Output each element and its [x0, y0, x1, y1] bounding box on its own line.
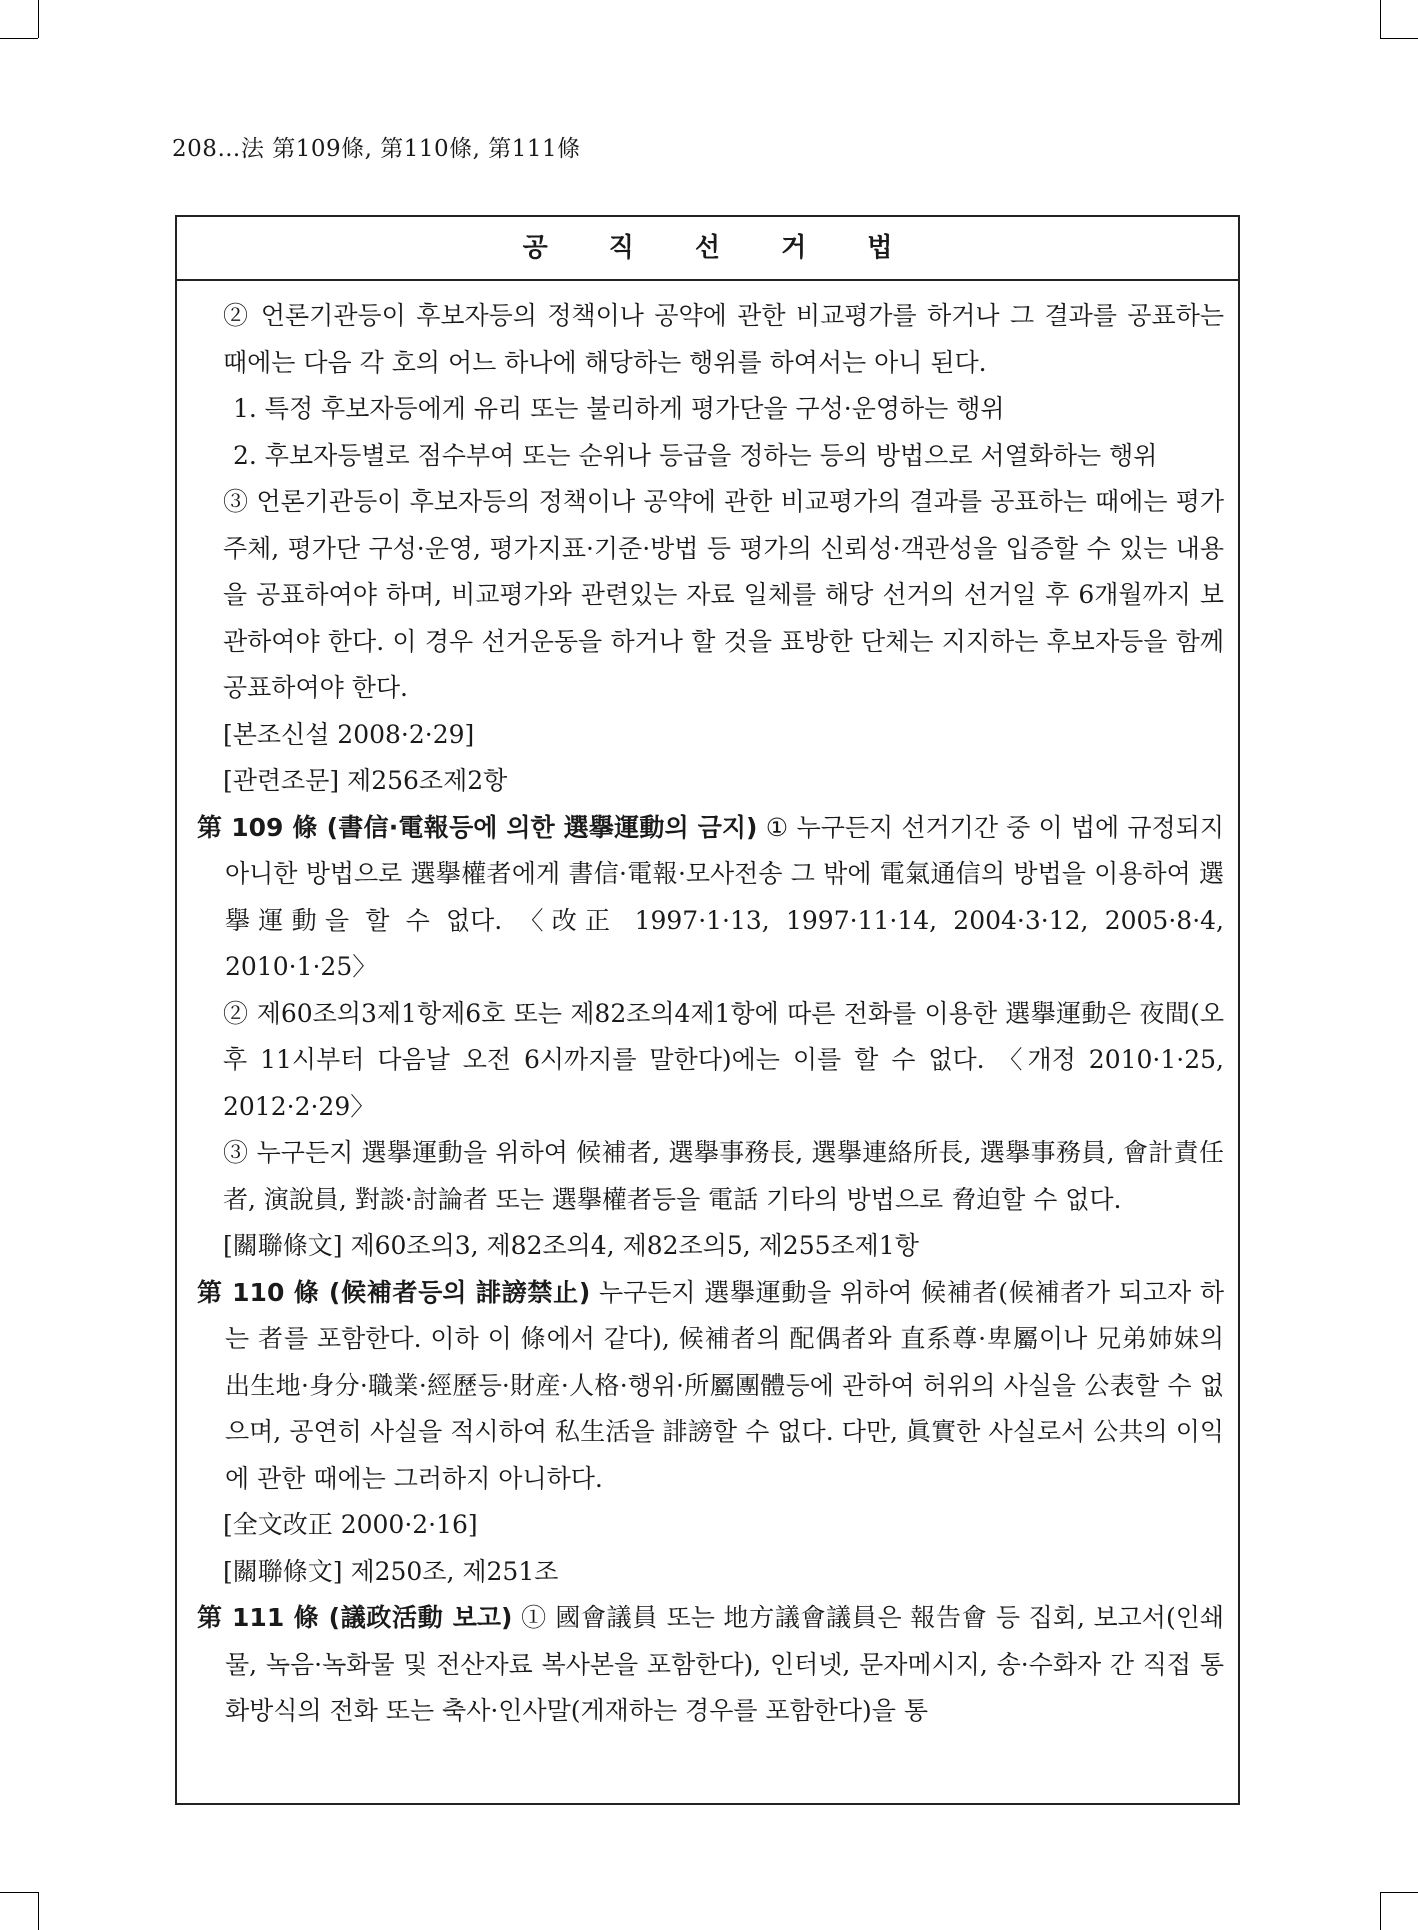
article-108-related-articles: [관련조문] 제256조제2항 — [223, 766, 508, 795]
crop-mark — [38, 0, 39, 38]
article-109-paragraph-3: ③ 누구든지 選擧運動을 위하여 候補者, 選擧事務長, 選擧連絡所長, 選擧事務員, 會計責任者, 演說員, 對談·討論者 또는 選擧權者등을 電話 기타의 방법으로 脅迫할 수 없다. — [223, 1138, 1224, 1214]
article-108-paragraph-3: ③ 언론기관등이 후보자등의 정책이나 공약에 관한 비교평가의 결과를 공표하는 때에는 평가주체, 평가단 구성·운영, 평가지표·기준·방법 등 평가의 신뢰성·객관성을 입증할 수 있는 내용을 공표하여야 하며, 비교평가와 관련있는 자료 일체를 해당 선거의 선거일 후 6개월까지 보관하여야 한다. 이 경우 선거운동을 하거나 할 것을 표방한 단체는 지지하는 후보자등을 함께 공표하여야 한다. — [223, 487, 1224, 702]
article-109-title: 第 109 條 (書信·電報등에 의한 選擧運動의 금지) — [197, 812, 758, 842]
article-109-paragraph-2: ② 제60조의3제1항제6호 또는 제82조의4제1항에 따른 전화를 이용한 選擧運動은 夜間(오후 11시부터 다음날 오전 6시까지를 말한다)에는 이를 할 수 없다. 〈개정 2010·1·25, 2012·2·29〉 — [223, 998, 1224, 1121]
box-title: 공 직 선 거 법 — [177, 217, 1238, 281]
article-110-title: 第 110 條 (候補者등의 誹謗禁止) — [197, 1277, 591, 1307]
article-110-related-articles: [關聯條文] 제250조, 제251조 — [223, 1556, 559, 1586]
article-108-item-1: 1. 특정 후보자등에게 유리 또는 불리하게 평가단을 구성·운영하는 행위 — [233, 394, 1005, 423]
page-header: 208…法 第109條, 第110條, 第111條 — [172, 136, 581, 162]
article-111-body: ① 國會議員 또는 地方議會議員은 報告會 등 집회, 보고서(인쇄물, 녹음·녹화물 및 전산자료 복사본을 포함한다), 인터넷, 문자메시지, 송·수화자 간 직접 통화방식의 전화 또는 축사·인사말(게재하는 경우를 포함한다)을 통 — [225, 1603, 1224, 1725]
article-110 — [197, 1270, 1224, 1503]
article-110-revision-note: [全文改正 2000·2·16] — [223, 1510, 478, 1539]
crop-mark — [1380, 1892, 1381, 1930]
law-text-box — [175, 215, 1240, 1805]
article-109 — [197, 805, 1224, 991]
article-108-paragraph-2: ② 언론기관등이 후보자등의 정책이나 공약에 관한 비교평가를 하거나 그 결과를 공표하는 때에는 다음 각 호의 어느 하나에 해당하는 행위를 하여서는 아니 된다. — [223, 301, 1224, 377]
crop-mark — [1380, 1892, 1418, 1893]
crop-mark — [1380, 0, 1381, 38]
law-content — [177, 281, 1238, 1735]
crop-mark — [1380, 38, 1418, 39]
article-111-title: 第 111 條 (議政活動 보고) — [197, 1603, 513, 1632]
article-110-body: 누구든지 選擧運動을 위하여 候補者(候補者가 되고자 하는 者를 포함한다. 이하 이 條에서 같다), 候補者의 配偶者와 直系尊·卑屬이나 兄弟姉妹의 出生地·身分·職業·經歷등·財産·人格·행위·所屬團體등에 관하여 허위의 사실을 公表할 수 없으며, 공연히 사실을 적시하여 私生活을 誹謗할 수 없다. 다만, 眞實한 사실로서 公共의 이익에 관한 때에는 그러하지 아니하다. — [225, 1277, 1224, 1493]
article-111 — [197, 1595, 1224, 1735]
crop-mark — [0, 38, 38, 39]
article-109-related-articles: [關聯條文] 제60조의3, 제82조의4, 제82조의5, 제255조제1항 — [223, 1231, 919, 1260]
crop-mark — [0, 1892, 38, 1893]
article-109-paragraph-1: ① 누구든지 선거기간 중 이 법에 규정되지 아니한 방법으로 選擧權者에게 書信·電報·모사전송 그 밖에 電氣通信의 방법을 이용하여 選擧運動을 할 수 없다. 〈改正 1997·1·13, 1997·11·14, 2004·3·12, 2005·8·4, 2010·1·25〉 — [225, 812, 1224, 981]
crop-mark — [38, 1892, 39, 1930]
article-108-item-2: 2. 후보자등별로 점수부여 또는 순위나 등급을 정하는 등의 방법으로 서열화하는 행위 — [233, 440, 1158, 470]
article-108-enactment-note: [본조신설 2008·2·29] — [223, 719, 475, 749]
